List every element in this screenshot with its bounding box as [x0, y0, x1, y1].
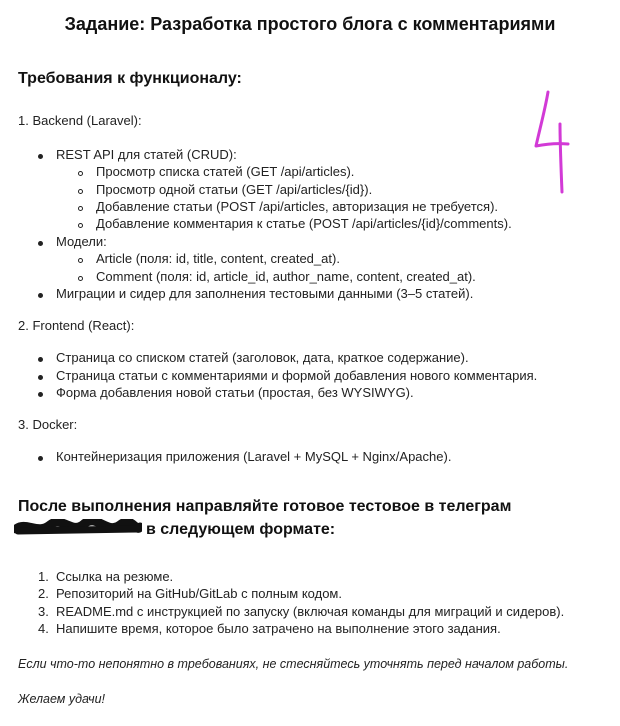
bullet-icon	[38, 375, 43, 380]
document-title: Задание: Разработка простого блога с комментариями	[64, 14, 556, 34]
docker-heading: 3. Docker:	[18, 417, 78, 432]
api-item: Добавление комментария к статье (POST /api/articles/{id}/comments).	[96, 216, 512, 231]
docker-item: Контейнеризация приложения (Laravel + MySQL + Nginx/Apache).	[56, 449, 452, 464]
submission-number: 2.	[38, 586, 49, 601]
bullet-icon	[38, 357, 43, 362]
frontend-item: Форма добавления новой статьи (простая, без WYSIWYG).	[56, 385, 414, 400]
circle-bullet-icon	[78, 276, 83, 281]
api-item: Просмотр списка статей (GET /api/articles).	[96, 164, 355, 179]
note-text: Если что-то непонятно в требованиях, не стесняйтесь уточнять перед началом работы.	[18, 657, 569, 671]
closing-text: Желаем удачи!	[18, 692, 106, 706]
api-item: Просмотр одной статьи (GET /api/articles/{id}).	[96, 182, 373, 197]
bullet-icon	[38, 293, 43, 298]
submission-heading-2: в следующем формате:	[146, 521, 336, 538]
submission-number: 4.	[38, 621, 49, 636]
submission-heading: После выполнения направляйте готовое тестовое в телеграм	[18, 498, 512, 515]
models-label: Модели:	[56, 234, 107, 249]
frontend-item: Страница статьи с комментариями и формой добавления нового комментария.	[56, 368, 538, 383]
frontend-item: Страница со списком статей (заголовок, дата, краткое содержание).	[56, 350, 469, 365]
bullet-icon	[38, 392, 43, 397]
bullet-icon	[38, 241, 43, 246]
submission-item: README.md с инструкцией по запуску (включая команды для миграций и сидеров).	[56, 604, 565, 619]
handwritten-four	[532, 88, 572, 198]
bullet-icon	[38, 154, 43, 159]
submission-item: Ссылка на резюме.	[56, 569, 174, 584]
circle-bullet-icon	[78, 223, 83, 228]
model-item: Article (поля: id, title, content, created_at).	[96, 251, 340, 266]
submission-number: 3.	[38, 604, 49, 619]
redaction-scribble	[14, 519, 142, 537]
circle-bullet-icon	[78, 171, 83, 176]
bullet-icon	[38, 456, 43, 461]
circle-bullet-icon	[78, 189, 83, 194]
model-item: Comment (поля: id, article_id, author_name, content, created_at).	[96, 269, 476, 284]
frontend-heading: 2. Frontend (React):	[18, 318, 135, 333]
api-label: REST API для статей (CRUD):	[56, 147, 237, 162]
migrations-item: Миграции и сидер для заполнения тестовыми данными (3–5 статей).	[56, 286, 474, 301]
submission-item: Репозиторий на GitHub/GitLab с полным кодом.	[56, 586, 342, 601]
requirements-heading: Требования к функционалу:	[18, 70, 242, 87]
backend-heading: 1. Backend (Laravel):	[18, 113, 142, 128]
api-item: Добавление статьи (POST /api/articles, авторизация не требуется).	[96, 199, 499, 214]
circle-bullet-icon	[78, 206, 83, 211]
submission-number: 1.	[38, 569, 49, 584]
submission-item: Напишите время, которое было затрачено на выполнение этого задания.	[56, 621, 501, 636]
circle-bullet-icon	[78, 258, 83, 263]
